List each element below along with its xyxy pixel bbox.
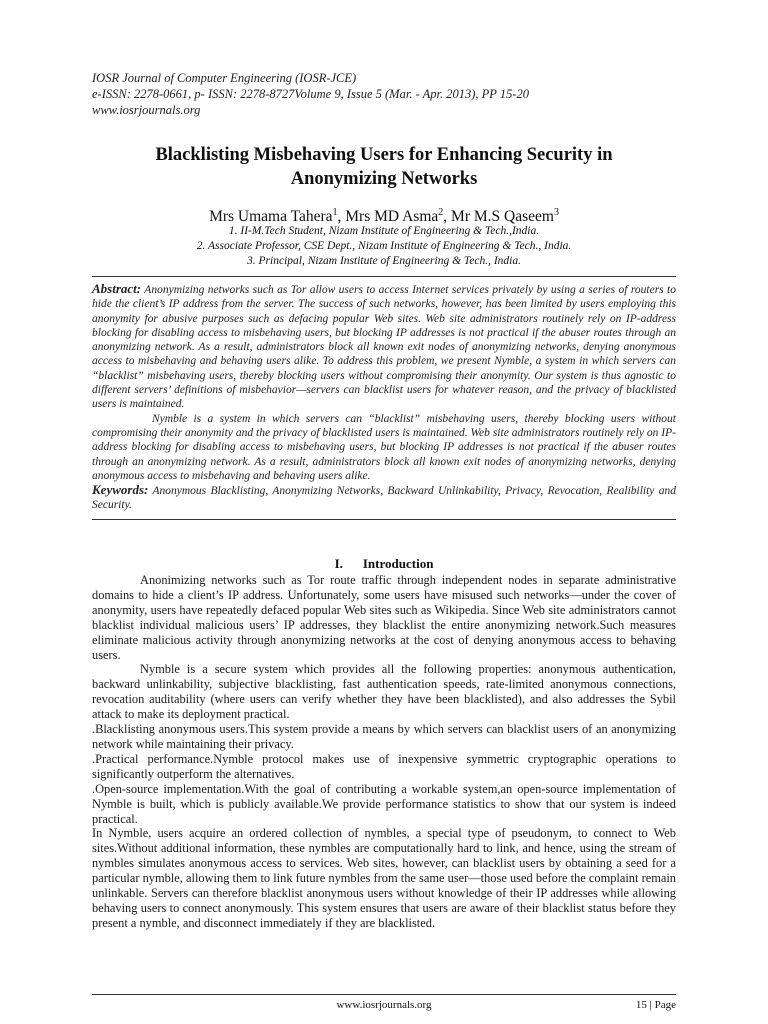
body-paragraph: Nymble is a secure system which provides all the following properties: anonymous authentication, backward unlinkability, subjective blacklisting, fast authentication speeds, rate-limited anonymous connections, revocation auditability (where users can verify whether they have been blacklisted), and also addresses the Sybil attack to make its deployment practical. — [92, 662, 676, 722]
affiliation-2: 2. Associate Professor, CSE Dept., Nizam Institute of Engineering & Tech., India. — [196, 240, 572, 252]
abstract-paragraph-2: Nymble is a system in which servers can “blacklist” misbehaving users, thereby blocking users without compromising their anonymity and the privacy of blacklisted users is maintained. Web site administrators routinely rely on IP-address blocking for disabling access to misbehaving users, but blocking IP addresses is not practical if the abuser routes through an anonymizing network. As a result, administrators block all known exit nodes of anonymizing networks, denying anonymous access to misbehaving and behaving users alike. — [92, 412, 676, 482]
affiliation-list — [92, 224, 676, 269]
keywords-label: Keywords: — [92, 482, 149, 498]
section-heading — [92, 556, 676, 572]
author-separator: , — [443, 208, 452, 226]
journal-header — [92, 70, 529, 118]
author-3-sup: 3 — [553, 207, 559, 218]
author-2-sup: 2 — [438, 207, 444, 218]
body-paragraph: Anonimizing networks such as Tor route traffic through independent nodes in separate administrative domains to hide a client’s IP address. Unfortunately, some users have misused such networks—under the cover of anonymity, users have repeatedly defaced popular Web sites such as Wikipedia. Since Web site administrators cannot blacklist individual malicious users’ IP addresses, they blacklist the entire anonymizing network.Such measures eliminate malicious activity through anonymizing networks at the cost of denying anonymous access to behaving users. — [92, 573, 676, 662]
paper-title — [92, 143, 676, 191]
journal-issn: e-ISSN: 2278-0661, p- ISSN: 2278-8727Volume 9, Issue 5 (Mar. - Apr. 2013), PP 15-20 — [92, 87, 529, 101]
author-1: Mrs Umama Tahera — [209, 208, 333, 226]
affiliation-3: 3. Principal, Nizam Institute of Engineering & Tech., India. — [247, 255, 521, 267]
footer-divider — [92, 994, 676, 995]
author-3: Mr M.S Qaseem — [451, 208, 554, 226]
keywords-paragraph — [92, 483, 676, 513]
title-line-1: Blacklisting Misbehaving Users for Enhancing Security in — [155, 145, 613, 165]
journal-name: IOSR Journal of Computer Engineering (IOSR-JCE) — [92, 71, 357, 85]
journal-url: www.iosrjournals.org — [92, 103, 201, 117]
keywords-text: Anonymous Blacklisting, Anonymizing Networks, Backward Unlinkability, Privacy, Revocation, Realibility and Security. — [92, 485, 676, 512]
abstract-label: Abstract: — [92, 281, 142, 296]
body-paragraph: .Open-source implementation.With the goal of contributing a workable system,an open-source implementation of Nymble is built, which is publicly available.We provide performance statistics to show that our system is indeed practical. — [92, 781, 676, 826]
section-title: Introduction — [362, 556, 434, 571]
author-2: Mrs MD Asma — [345, 208, 439, 226]
author-separator: , — [337, 208, 346, 226]
body-paragraph: .Practical performance.Nymble protocol makes use of inexpensive symmetric cryptographic operations to significantly outperform the alternatives. — [92, 751, 676, 781]
abstract-text-1: Anonymizing networks such as Tor allow users to access Internet services privately by using a series of routers to hide the client’s IP address from the server. The success of such networks, however, has been limited by users employing this anonymity for abusive purposes such as defacing popular Web sites. Web site administrators routinely rely on IP-address blocking for disabling access to misbehaving users, but blocking IP addresses is not practical if the abuser routes through an anonymizing network. As a result, administrators block all known exit nodes of anonymizing networks, denying anonymous access to misbehaving and behaving users alike. To address this problem, we present Nymble, a system in which servers can “blacklist” misbehaving users, thereby blocking users without compromising their anonymity. Our system is thus agnostic to different servers’ definitions of misbehavior—servers can blacklist users for whatever reason, and the privacy of blacklisted users is maintained. — [92, 284, 676, 411]
footer-url: www.iosrjournals.org — [336, 999, 432, 1011]
abstract-box — [92, 276, 676, 520]
body-paragraph: In Nymble, users acquire an ordered collection of nymbles, a special type of pseudonym, to connect to Web sites.Without additional information, these nymbles are computationally hard to link, and hence, using the stream of nymbles simulates anonymous access to services. Web sites, however, can blacklist users by obtaining a seed for a particular nymble, allowing them to link future nymbles from the same user—those used before the complaint remain unlinkable. Servers can therefore blacklist anonymous users without knowledge of their IP addresses while allowing behaving users to connect anonymously. This system ensures that users are aware of their blacklist status before they present a nymble, and disconnect immediately if they are blacklisted. — [92, 826, 676, 930]
page-number: 15 | Page — [635, 999, 676, 1011]
body-paragraph: .Blacklisting anonymous users.This system provide a means by which servers can blacklist users of an anonymizing network while maintaining their privacy. — [92, 722, 676, 751]
title-line-2: Anonymizing Networks — [290, 169, 478, 189]
abstract-paragraph-1 — [92, 282, 676, 412]
affiliation-1: 1. II-M.Tech Student, Nizam Institute of Engineering & Tech.,India. — [228, 225, 540, 237]
author-1-sup: 1 — [332, 207, 338, 218]
body-text — [92, 573, 676, 931]
section-number: I. — [334, 556, 343, 571]
